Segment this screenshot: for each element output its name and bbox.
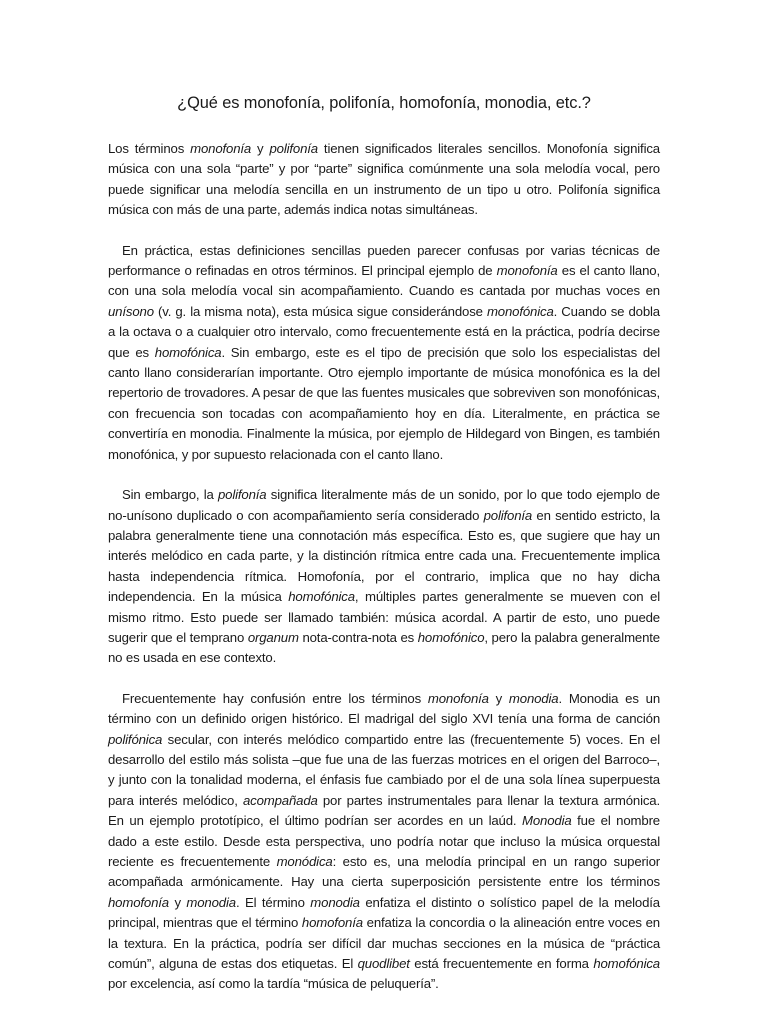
text-run: . — [558, 690, 569, 706]
italic-term: homofónica — [288, 589, 355, 605]
italic-term: polifonía — [217, 487, 267, 503]
text-run: (v. g. la misma nota), esta música sigue considerándose — [153, 303, 487, 319]
text-run: Frecuentemente hay confusión entre los términos — [122, 690, 428, 706]
text-run: secular, con interés melódico compartido entre las (frecuentemente 5) voces. En el desarrollo del estilo más solista –que fue una de las fuerzas motrices en el origen del Barroco–, y junto con la tonalidad moderna, el énfasis fue cambiado por el de una sola línea superpuesta para interés melódico, — [108, 731, 660, 808]
italic-term: monofonía — [496, 263, 558, 279]
italic-term: monofonía — [190, 141, 252, 156]
text-run: : esto es, una melodía principal en un rango superior acompañada armónicamente. Hay una cierta superposición persistente entre los términos — [108, 854, 660, 890]
text-run: . El término — [235, 894, 311, 910]
text-run: significa música con una sola “parte” y por “parte” significa comúnmente una sola melodía vocal, pero puede significar una melodía sencilla en un instrumento de un tipo u otro. — [108, 141, 660, 197]
paragraph-4 — [108, 689, 660, 995]
defined-term: Monofonía — [546, 141, 608, 156]
italic-term: monodia — [310, 894, 360, 910]
italic-term: monodia — [186, 894, 236, 910]
document-title: ¿Qué es monofonía, polifonía, homofonía, monodia, etc.? — [177, 94, 591, 112]
text-run: Sin embargo, la — [122, 487, 218, 503]
text-run: enfatiza el distinto o solístico papel de la melodía principal, mientras que el término — [108, 894, 660, 931]
italic-term: homofonía — [301, 915, 363, 931]
italic-term: unísono — [108, 303, 154, 319]
text-run: en sentido estricto, la palabra generalmente tiene una connotación más específica. Esto es, que sugiere que hay un interés melódico en cada parte, y la distinción rítmica entre cada una. Frecuentemente implica hasta independencia rítmica. — [108, 507, 660, 584]
text-run: fue el nombre dado a este estilo. Desde esta perspectiva, uno podría notar que incluso la música orquestal reciente es frecuentemente — [108, 813, 660, 869]
text-run: y — [251, 141, 270, 156]
defined-term: Monodia — [568, 690, 619, 706]
paragraph-1 — [108, 139, 660, 221]
text-run: tienen significados literales sencillos. — [317, 141, 547, 156]
italic-term: homofónica — [593, 956, 660, 972]
italic-term: homofonía — [108, 894, 169, 910]
text-run: . Sin embargo, este es el tipo de precisión que solo los especialistas del canto llano considerarían importante. Otro ejemplo importante de música monofónica es la del repertorio de trovadores. A pesar de que las fuentes musicales que sobreviven son monofónicas, con frecuencia son tocadas con acompañamiento hoy en día. Literalmente, en práctica se convertiría en monodia. Finalmente la música, por ejemplo de Hildegard von Bingen, es también monofónica, y por supuesto relacionada con el canto llano. — [108, 344, 660, 462]
paragraph-3 — [108, 485, 660, 669]
italic-term: homofónico — [417, 629, 485, 645]
text-run: , pero la palabra generalmente no es usada en ese contexto. — [108, 629, 660, 666]
text-run: significa literalmente más de un sonido, por lo que todo ejemplo de no-unísono duplicado o con acompañamiento sería considerado — [108, 487, 660, 523]
text-run: enfatiza la concordia o la alineación entre voces en la textura. En la práctica, podría ser difícil dar muchas secciones en la música de “práctica común”, alguna de estas dos etiquetas. El — [108, 915, 660, 972]
italic-term: monofonía — [427, 690, 489, 706]
text-run: . Cuando se dobla a la octava o a cualquier otro intervalo, como frecuentemente está en la práctica, podría decirse que es — [108, 303, 660, 360]
text-run: es un término con un definido origen histórico. El madrigal del siglo XVI tenía una forma de canción — [108, 690, 660, 727]
italic-term: polifónica — [108, 731, 163, 747]
text-run: por excelencia, así como la tardía “música de peluquería”. — [108, 976, 439, 992]
text-run: En práctica, estas definiciones sencillas pueden parecer confusas por varias técnicas de performance o refinadas en otros términos. El principal ejemplo de — [108, 242, 660, 279]
italic-term: Monodia — [522, 813, 572, 829]
italic-term: acompañada — [242, 792, 318, 808]
italic-term: polifonía — [269, 141, 318, 156]
italic-term: homofónica — [154, 344, 222, 360]
text-run: por partes instrumentales para llenar la textura armónica. En un ejemplo prototípico, el último podrían ser acordes en un laúd. — [108, 792, 661, 829]
defined-term: Homofonía — [297, 568, 361, 584]
italic-term: polifonía — [483, 507, 533, 523]
italic-term: organum — [247, 629, 299, 645]
italic-term: quodlibet — [357, 956, 410, 972]
text-run: es el canto llano, con una sola melodía vocal sin acompañamiento. Cuando es cantada por muchas voces en — [108, 263, 660, 299]
paragraph-2 — [108, 241, 660, 465]
text-run: nota-contra-nota es — [298, 629, 418, 645]
text-run: y — [168, 894, 187, 910]
text-run: , por el contrario, implica que no hay dicha independencia. En la música — [108, 568, 660, 605]
text-run: Los términos — [108, 141, 191, 156]
italic-term: monodia — [508, 690, 559, 706]
italic-term: monódica — [276, 854, 333, 869]
italic-term: monofónica — [486, 303, 554, 319]
defined-term: Polifonía — [557, 181, 608, 197]
text-run: , múltiples partes generalmente se mueven con el mismo ritmo. Esto puede ser llamado también: música acordal. A partir de esto, uno puede sugerir que el temprano — [108, 589, 660, 645]
text-run: y — [488, 690, 509, 706]
text-run: significa música con más de una parte, además indica notas simultáneas. — [108, 181, 661, 218]
text-run: está frecuentemente en forma — [409, 956, 594, 972]
